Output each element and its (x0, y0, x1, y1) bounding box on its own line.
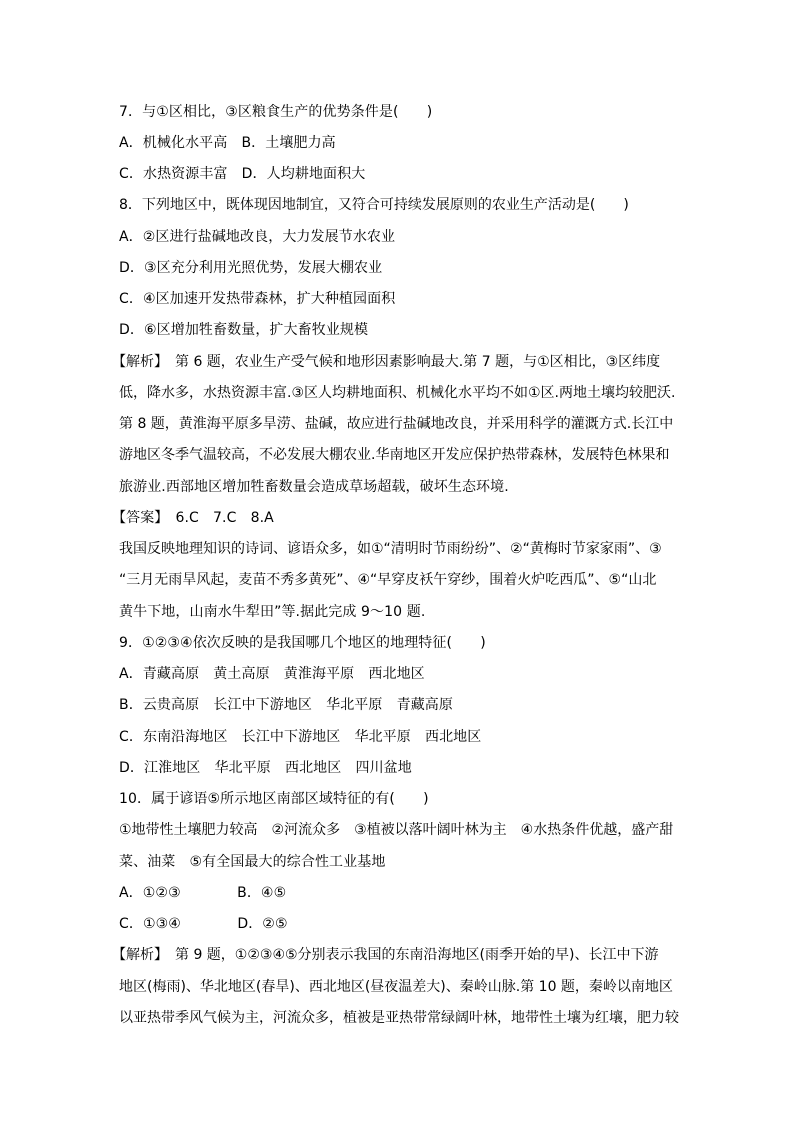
analysis-line-4: 游地区冬季气温较高，不必发展大棚农业.华南地区开发应保护热带森林，发展特色林果和 (119, 447, 670, 463)
analysis2-line-2: 地区(梅雨)、华北地区(春旱)、西北地区(昼夜温差大)、秦岭山脉.第 10 题，秦岭以南地区 (119, 979, 673, 995)
analysis-line-5: 旅游业.西部地区增加牲畜数量会造成草场超载，破坏生态环境. (119, 479, 509, 495)
intro-line-1: 我国反映地理知识的诗词、谚语众多，如①“清明时节雨纷纷”、②“黄梅时节家家雨”、③ (119, 541, 662, 557)
question-7: 7．与①区相比，③区粮食生产的优势条件是( ) (119, 104, 433, 120)
q8-option-a: A．②区进行盐碱地改良，大力发展节水农业 (119, 229, 396, 245)
q10-options-cd: C．①③④ D．②⑤ (119, 916, 288, 932)
analysis-line-1: 【解析】 第 6 题，农业生产受气候和地形因素影响最大.第 7 题，与①区相比，③区纬度 (112, 354, 661, 370)
q10-statements-2: 菜、油菜 ⑤有全国最大的综合性工业基地 (119, 854, 386, 870)
intro-line-2: “三月无雨旱风起，麦苗不秀多黄死”、④“早穿皮袄午穿纱，围着火炉吃西瓜”、⑤“山北 (119, 572, 657, 588)
q9-option-a: A．青藏高原 黄土高原 黄淮海平原 西北地区 (119, 666, 425, 682)
q8-option-d: D．⑥区增加牲畜数量，扩大畜牧业规模 (119, 322, 369, 338)
question-9: 9．①②③④依次反映的是我国哪几个地区的地理特征( ) (119, 635, 486, 651)
q8-option-d-first: D．③区充分利用光照优势，发展大棚农业 (119, 260, 383, 276)
analysis2-line-3: 以亚热带季风气候为主，河流众多，植被是亚热带常绿阔叶林，地带性土壤为红壤，肥力较 (119, 1010, 679, 1026)
question-10: 10．属于谚语⑤所示地区南部区域特征的有( ) (119, 791, 429, 807)
q10-statements-1: ①地带性土壤肥力较高 ②河流众多 ③植被以落叶阔叶林为主 ④水热条件优越，盛产甜 (119, 822, 674, 838)
answer-line: 【答案】 6.C 7.C 8.A (112, 510, 274, 526)
q9-option-b: B．云贵高原 长江中下游地区 华北平原 青藏高原 (119, 697, 454, 713)
analysis-line-3: 第 8 题，黄淮海平原多旱涝、盐碱，故应进行盐碱地改良，并采用科学的灌溉方式.长江中 (119, 416, 674, 432)
intro-line-3: 黄牛下地，山南水牛犁田”等.据此完成 9～10 题. (119, 604, 426, 620)
q9-option-d: D．江淮地区 华北平原 西北地区 四川盆地 (119, 760, 412, 776)
q7-options-ab: A．机械化水平高 B．土壤肥力高 (119, 135, 336, 151)
analysis2-line-1: 【解析】 第 9 题，①②③④⑤分别表示我国的东南沿海地区(雨季开始的早)、长江中下游 (112, 947, 659, 963)
q9-option-c: C．东南沿海地区 长江中下游地区 华北平原 西北地区 (119, 729, 482, 745)
q10-options-ab: A．①②③ B．④⑤ (119, 885, 287, 901)
q8-option-c: C．④区加速开发热带森林，扩大种植园面积 (119, 291, 396, 307)
q7-options-cd: C．水热资源丰富 D．人均耕地面积大 (119, 166, 366, 182)
analysis-line-2: 低，降水多，水热资源丰富.③区人均耕地面积、机械化水平均不如①区.两地土壤均较肥沃. (119, 385, 676, 401)
question-8: 8．下列地区中，既体现因地制宜，又符合可持续发展原则的农业生产活动是( ) (119, 197, 629, 213)
